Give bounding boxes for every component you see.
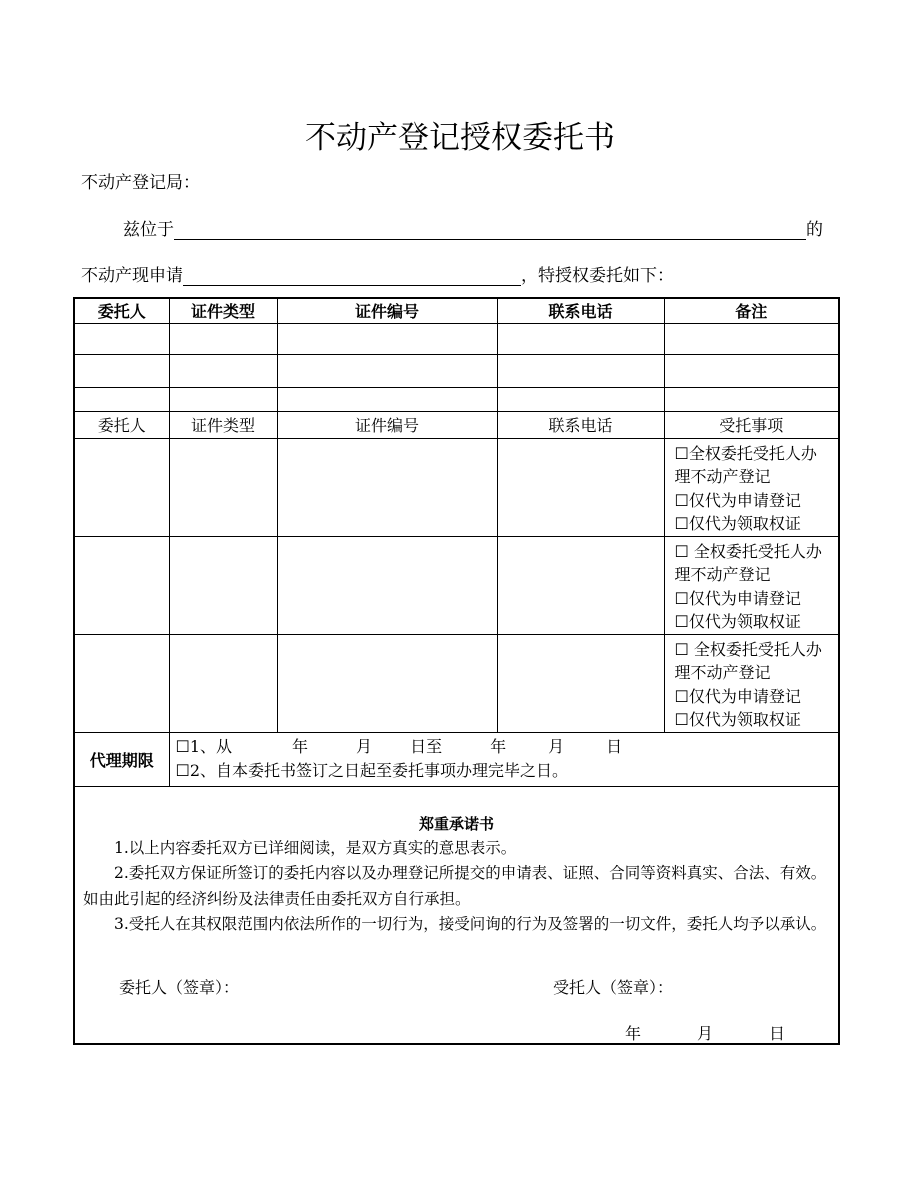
application-prefix: 不动产现申请: [81, 266, 183, 286]
principal-row: [74, 387, 839, 411]
period-from: ☐1、从: [175, 737, 233, 756]
principal-id-number-cell[interactable]: [277, 323, 497, 354]
principal-signature[interactable]: 委托人（签章）：: [119, 977, 240, 997]
principal-name-cell[interactable]: [74, 387, 169, 411]
period-day-to: 日至: [410, 737, 443, 756]
option-apply-only[interactable]: ☐仅代为申请登记: [674, 588, 801, 608]
agent-matters-cell: [664, 536, 839, 634]
pledge-paragraph-2: 2.委托双方保证所签订的委托内容以及办理登记所提交的申请表、证照、合同等资料真实、合法、有效。如由此引起的经济纠纷及法律责任由委托双方自行承担。: [83, 864, 827, 908]
agent-row: [74, 634, 839, 732]
option-collect-only[interactable]: ☐仅代为领取权证: [674, 612, 801, 631]
principal-header-id-number: 证件编号: [277, 298, 497, 323]
period-day2: 日: [606, 737, 623, 756]
option-apply-only[interactable]: ☐仅代为申请登记: [674, 490, 801, 510]
principal-phone-cell[interactable]: [497, 323, 664, 354]
period-option-until-complete[interactable]: ☐2、自本委托书签订之日起至委托事项办理完毕之日。: [175, 761, 569, 780]
agent-name-cell[interactable]: [74, 438, 169, 536]
agent-header-matters: 受托事项: [664, 411, 839, 438]
agent-id-number-cell[interactable]: [277, 634, 497, 732]
agent-header-id-number: 证件编号: [277, 411, 497, 438]
application-line: [81, 261, 674, 286]
option-apply-only[interactable]: ☐仅代为申请登记: [674, 686, 801, 706]
principal-header-phone: 联系电话: [497, 298, 664, 323]
agent-header-name: 委托人: [74, 411, 169, 438]
agent-id-type-cell[interactable]: [169, 634, 277, 732]
period-year2: 年: [490, 737, 507, 756]
principal-name-cell[interactable]: [74, 354, 169, 387]
agent-signature[interactable]: 受托人（签章）：: [553, 977, 674, 997]
principal-phone-cell[interactable]: [497, 387, 664, 411]
principal-id-number-cell[interactable]: [277, 354, 497, 387]
date-day: 日: [769, 1023, 786, 1043]
principal-row: [74, 354, 839, 387]
agent-id-number-cell[interactable]: [277, 536, 497, 634]
principal-header-name: 委托人: [74, 298, 169, 323]
date-month: 月: [697, 1023, 714, 1043]
agent-header-phone: 联系电话: [497, 411, 664, 438]
pledge-title: 郑重承诺书: [418, 814, 494, 833]
principal-id-type-cell[interactable]: [169, 387, 277, 411]
period-year: 年: [292, 737, 309, 756]
pledge-row: [74, 786, 839, 1044]
agent-phone-cell[interactable]: [497, 634, 664, 732]
option-full-authority-cont: 理不动产登记: [674, 663, 771, 682]
principal-header-id-type: 证件类型: [169, 298, 277, 323]
agency-period-label: 代理期限: [74, 732, 169, 786]
agent-phone-cell[interactable]: [497, 536, 664, 634]
option-full-authority[interactable]: ☐ 全权委托受托人办: [674, 639, 822, 659]
agent-row: [74, 438, 839, 536]
option-collect-only[interactable]: ☐仅代为领取权证: [674, 514, 801, 533]
agency-period-options: [169, 732, 839, 786]
principal-remarks-cell[interactable]: [664, 354, 839, 387]
option-full-authority[interactable]: ☐ 全权委托受托人办: [674, 541, 822, 561]
document-title: 不动产登记授权委托书: [305, 120, 615, 156]
option-full-authority-cont: 理不动产登记: [674, 565, 771, 584]
pledge-text: [75, 836, 838, 938]
principal-row: [74, 323, 839, 354]
agent-id-type-cell[interactable]: [169, 536, 277, 634]
agent-name-cell[interactable]: [74, 536, 169, 634]
pledge-section: [74, 786, 839, 1044]
agency-period-row: [74, 732, 839, 786]
pledge-paragraph-1: 1.以上内容委托双方已详细阅读，是双方真实的意思表示。: [114, 838, 517, 857]
pledge-paragraph-3: 3.受托人在其权限范围内依法所作的一切行为，接受问询的行为及签署的一切文件，委托人均予以承认。: [114, 915, 827, 933]
property-location-line: [123, 215, 823, 240]
agent-header-id-type: 证件类型: [169, 411, 277, 438]
location-blank[interactable]: [174, 219, 806, 240]
agent-header-row: [74, 411, 839, 438]
agent-row: [74, 536, 839, 634]
sign-date[interactable]: [625, 1021, 785, 1044]
principal-remarks-cell[interactable]: [664, 387, 839, 411]
period-option-date-range[interactable]: [176, 735, 839, 759]
option-collect-only[interactable]: ☐仅代为领取权证: [674, 710, 801, 729]
location-suffix: 的: [806, 220, 823, 240]
agent-matters-cell: [664, 438, 839, 536]
principal-phone-cell[interactable]: [497, 354, 664, 387]
agent-id-type-cell[interactable]: [169, 438, 277, 536]
date-year: 年: [625, 1023, 642, 1043]
principal-header-row: [74, 298, 839, 323]
principal-header-remarks: 备注: [664, 298, 839, 323]
authorization-table: [73, 297, 840, 1045]
principal-id-type-cell[interactable]: [169, 354, 277, 387]
option-full-authority[interactable]: ☐全权委托受托人办: [674, 443, 817, 463]
principal-remarks-cell[interactable]: [664, 323, 839, 354]
agent-id-number-cell[interactable]: [277, 438, 497, 536]
addressee: 不动产登记局：: [81, 173, 200, 193]
application-blank[interactable]: [183, 265, 521, 286]
principal-id-number-cell[interactable]: [277, 387, 497, 411]
period-month2: 月: [548, 737, 565, 756]
agent-matters-cell: [664, 634, 839, 732]
location-prefix: 兹位于: [123, 220, 174, 240]
application-suffix: ，特授权委托如下：: [521, 266, 674, 286]
option-full-authority-cont: 理不动产登记: [674, 467, 771, 486]
agent-phone-cell[interactable]: [497, 438, 664, 536]
agent-name-cell[interactable]: [74, 634, 169, 732]
principal-id-type-cell[interactable]: [169, 323, 277, 354]
principal-name-cell[interactable]: [74, 323, 169, 354]
period-month: 月: [356, 737, 373, 756]
